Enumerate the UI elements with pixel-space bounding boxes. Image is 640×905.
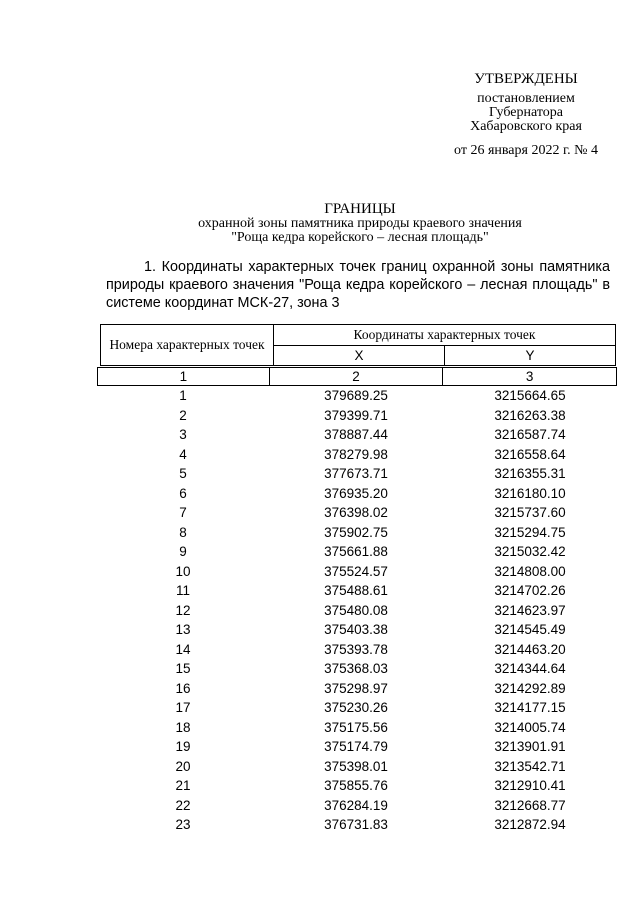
y-coordinate-cell: 3214545.49	[494, 622, 566, 637]
column-number-1: 1	[98, 368, 270, 386]
document-heading	[0, 202, 640, 245]
x-coordinate-cell: 375393.78	[324, 641, 388, 657]
y-coordinate-cell: 3214292.89	[494, 680, 566, 696]
y-coordinate-cell: 3215032.42	[494, 544, 566, 559]
point-number-cell: 11	[175, 583, 190, 598]
y-coordinate-cell: 3216180.10	[494, 485, 566, 501]
y-coordinate-cell: 3214177.15	[494, 700, 566, 715]
table-row	[97, 659, 617, 679]
table-row	[97, 581, 617, 601]
y-coordinate-cell: 3212668.77	[494, 797, 566, 813]
y-coordinate-cell: 3216355.31	[494, 466, 566, 481]
point-number-cell: 10	[175, 563, 191, 579]
approval-line-region: Хабаровского края	[470, 119, 582, 134]
point-number-cell: 2	[179, 407, 187, 423]
x-coordinate-cell: 378887.44	[324, 427, 388, 442]
x-coordinate-cell: 378279.98	[324, 446, 388, 462]
point-number-cell: 4	[179, 446, 187, 462]
header-point-numbers: Номера характерных точек	[101, 325, 274, 366]
approval-line-decree: постановлением	[477, 91, 575, 106]
point-number-cell: 5	[179, 466, 187, 481]
approval-line-governor: Губернатора	[488, 105, 564, 120]
x-coordinate-cell: 379399.71	[324, 407, 388, 423]
document-subtitle-1: охранной зоны памятника природы краевого значения	[198, 216, 522, 231]
point-number-cell: 14	[175, 641, 191, 657]
table-row	[97, 406, 617, 426]
point-number-cell: 23	[175, 817, 191, 832]
y-coordinate-cell: 3215737.60	[494, 505, 566, 520]
section-paragraph-text: 1. Координаты характерных точек границ охранной зоны памятника природы краевого значения "Роща кедра корейского – лесная площадь" в системе координат МСК-27, зона 3	[106, 259, 610, 311]
point-number-cell: 18	[175, 719, 191, 735]
x-coordinate-cell: 375488.61	[324, 583, 388, 598]
y-coordinate-cell: 3216587.74	[494, 427, 566, 442]
y-coordinate-cell: 3213901.91	[494, 739, 566, 754]
approval-date: от 26 января 2022 г. № 4	[454, 143, 598, 158]
point-number-cell: 17	[175, 700, 191, 715]
x-coordinate-cell: 376398.02	[324, 505, 388, 520]
x-coordinate-cell: 376284.19	[324, 797, 388, 813]
point-number-cell: 13	[175, 622, 191, 637]
point-number-cell: 12	[175, 602, 191, 618]
y-coordinate-cell: 3214808.00	[494, 563, 566, 579]
x-coordinate-cell: 379689.25	[324, 388, 388, 403]
table-row	[97, 815, 617, 835]
header-y: Y	[444, 346, 615, 366]
point-number-cell: 9	[179, 544, 187, 559]
x-coordinate-cell: 375174.79	[324, 739, 388, 754]
x-coordinate-cell: 375855.76	[324, 778, 388, 793]
table-row	[97, 679, 617, 699]
coordinates-table-header	[100, 324, 616, 366]
y-coordinate-cell: 3212910.41	[494, 778, 566, 793]
table-row	[97, 737, 617, 757]
table-row	[97, 523, 617, 543]
table-row	[97, 776, 617, 796]
y-coordinate-cell: 3214344.64	[494, 661, 566, 676]
x-coordinate-cell: 375661.88	[324, 544, 388, 559]
x-coordinate-cell: 375398.01	[324, 758, 388, 774]
point-number-cell: 19	[175, 739, 191, 754]
header-coordinates: Координаты характерных точек	[274, 325, 616, 346]
x-coordinate-cell: 375298.97	[324, 680, 388, 696]
table-row	[97, 445, 617, 465]
table-row	[97, 718, 617, 738]
approval-block	[430, 72, 622, 158]
point-number-cell: 20	[175, 758, 191, 774]
x-coordinate-cell: 375524.57	[324, 563, 388, 579]
y-coordinate-cell: 3214702.26	[494, 583, 566, 598]
coordinates-table-body	[97, 386, 617, 835]
y-coordinate-cell: 3214005.74	[494, 719, 566, 735]
x-coordinate-cell: 375230.26	[324, 700, 388, 715]
y-coordinate-cell: 3212872.94	[494, 817, 566, 832]
table-row	[97, 386, 617, 406]
table-row	[97, 796, 617, 816]
table-row	[97, 425, 617, 445]
section-paragraph	[106, 258, 610, 312]
table-row	[97, 464, 617, 484]
y-coordinate-cell: 3214623.97	[494, 602, 566, 618]
point-number-cell: 6	[179, 485, 187, 501]
table-row	[97, 562, 617, 582]
x-coordinate-cell: 375902.75	[324, 524, 388, 540]
table-row	[97, 757, 617, 777]
table-row	[97, 601, 617, 621]
table-row	[97, 698, 617, 718]
column-numbers-row	[97, 367, 617, 386]
point-number-cell: 15	[175, 661, 191, 676]
y-coordinate-cell: 3216558.64	[494, 446, 566, 462]
x-coordinate-cell: 375368.03	[324, 661, 388, 676]
point-number-cell: 22	[175, 797, 191, 813]
x-coordinate-cell: 377673.71	[324, 466, 388, 481]
point-number-cell: 3	[179, 427, 187, 442]
table-row	[97, 620, 617, 640]
approval-title: УТВЕРЖДЕНЫ	[474, 71, 578, 87]
document-title: ГРАНИЦЫ	[324, 201, 396, 217]
y-coordinate-cell: 3215294.75	[494, 524, 566, 540]
x-coordinate-cell: 375480.08	[324, 602, 388, 618]
table-row	[97, 542, 617, 562]
column-number-2: 2	[269, 368, 443, 386]
point-number-cell: 8	[179, 524, 187, 540]
point-number-cell: 21	[175, 778, 191, 793]
x-coordinate-cell: 375403.38	[324, 622, 388, 637]
y-coordinate-cell: 3213542.71	[494, 758, 566, 774]
table-row	[97, 640, 617, 660]
x-coordinate-cell: 376935.20	[324, 485, 388, 501]
x-coordinate-cell: 375175.56	[324, 719, 388, 735]
y-coordinate-cell: 3215664.65	[494, 388, 566, 403]
column-number-3: 3	[443, 368, 617, 386]
document-subtitle-2: "Роща кедра корейского – лесная площадь"	[231, 230, 489, 245]
x-coordinate-cell: 376731.83	[324, 817, 388, 832]
header-x: X	[274, 346, 445, 366]
y-coordinate-cell: 3214463.20	[494, 641, 566, 657]
y-coordinate-cell: 3216263.38	[494, 407, 566, 423]
point-number-cell: 7	[179, 505, 187, 520]
point-number-cell: 16	[175, 680, 191, 696]
table-row	[97, 503, 617, 523]
point-number-cell: 1	[179, 388, 187, 403]
table-row	[97, 484, 617, 504]
